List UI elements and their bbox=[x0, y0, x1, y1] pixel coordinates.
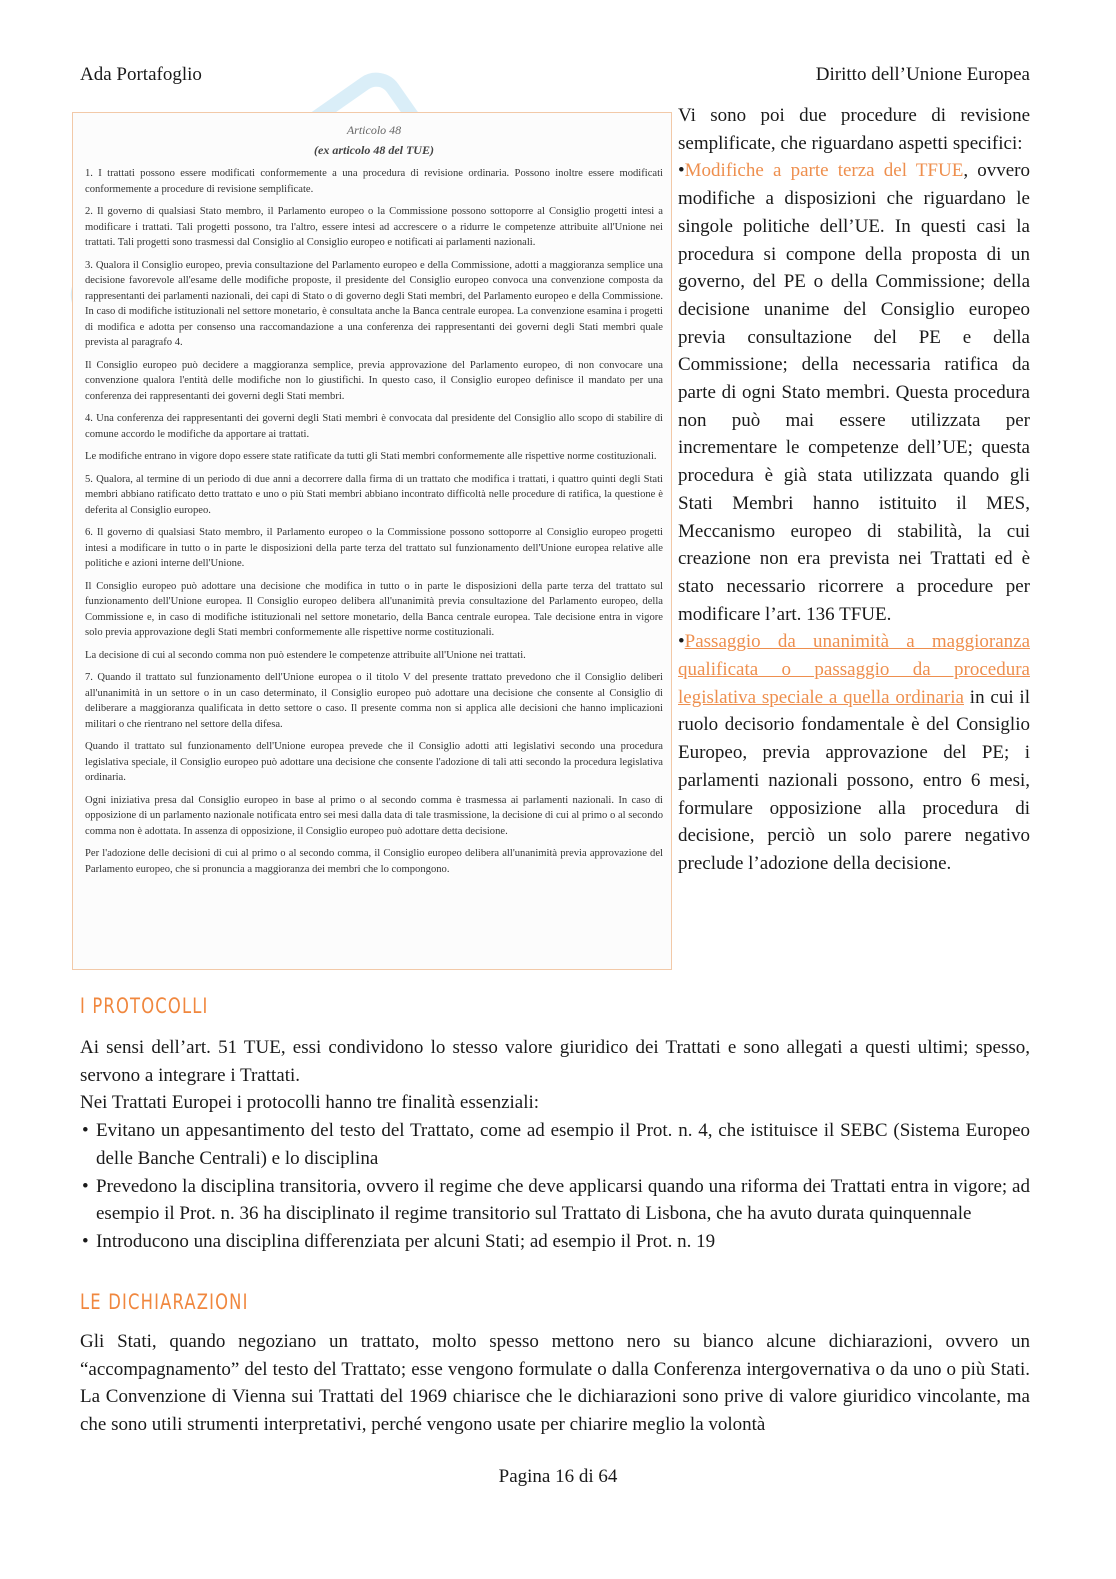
article-paragraph: Quando il trattato sul funzionamento dell'Unione europea prevede che il Consiglio adotti atti legislativi secondo una procedura legislativa speciale, il Consiglio europeo può adottare una decisione che consente l'adozione di tali atti secondo la procedura legislativa ordinaria. bbox=[85, 741, 663, 783]
bullet-icon: • bbox=[678, 160, 685, 182]
protocolli-body bbox=[80, 1034, 1030, 1256]
article-paragraph: 3. Qualora il Consiglio europeo, previa consultazione del Parlamento europeo e della Commissione, adotti a maggioranza semplice una decisione favorevole all'esame delle modifiche proposte, il presidente del Consiglio europeo convoca una convenzione composta da rappresentanti dei parlamenti nazionali, dei capi di Stato o di governo degli Stati membri, del Parlamento europeo e della Commissione. In caso di modifiche istituzionali nel settore monetario, è consultata anche la Banca centrale europea. La convenzione esamina i progetti di modifica e adotta per consenso una raccomandazione a una conferenza dei rappresentanti dei governi degli Stati membri quale prevista al paragrafo 4. bbox=[85, 259, 663, 348]
header-course: Diritto dell’Unione Europea bbox=[815, 64, 1030, 85]
article-paragraph: Per l'adozione delle decisioni di cui al primo o al secondo comma, il Consiglio europeo delibera all'unanimità previa approvazione del Parlamento europeo, che si pronuncia a maggioranza dei membri che lo compongono. bbox=[85, 848, 663, 875]
section-heading-dichiarazioni: LE DICHIARAZIONI bbox=[80, 1290, 249, 1314]
revision-intro: Vi sono poi due procedure di revisione semplificate, che riguardano aspetti specifici: bbox=[678, 105, 1030, 154]
section-heading-protocolli: I PROTOCOLLI bbox=[80, 994, 209, 1018]
article-paragraph: La decisione di cui al secondo comma non può estendere le competenze attribuite all'Unione nei trattati. bbox=[85, 649, 526, 661]
revision-item-1-text: , ovvero modifiche a disposizioni che riguardano le singole politiche dell’UE. In questi casi la procedura si compone della proposta di un governo, del PE o della Commissione; della decisione unanime del Consiglio europeo previa consultazione del PE e della Commissione; della necessaria ratifica da parte di ogni Stato membri. Questa procedura non può mai essere utilizzata per incrementare le competenze dell’UE; questa procedura è già stata utilizzata quando gli Stati Membri hanno istituito il MES, Meccanismo europeo di stabilità, la cui creazione non era prevista nei Trattati ed è stato necessario ricorrere a procedure per modificare l’art. 136 TFUE. bbox=[678, 160, 1031, 625]
article-paragraph: Ogni iniziativa presa dal Consiglio europeo in base al primo o al secondo comma è trasmessa ai parlamenti nazionali. In caso di opposizione di un parlamento nazionale notificata entro sei mesi dalla data di tale trasmissione, la decisione di cui al primo o al secondo comma non è adottata. In assenza di opposizione, il Consiglio europeo può adottare detta decisione. bbox=[85, 794, 663, 837]
list-item: • Evitano un appesantimento del testo del Trattato, come ad esempio il Prot. n. 4, che istituisce il SEBC (Sistema Europeo delle Banche Centrali) e lo disciplina bbox=[96, 1117, 1030, 1172]
revision-item-1-title: Modifiche a parte terza del TFUE bbox=[684, 160, 964, 182]
list-item: • Introducono una disciplina differenziata per alcuni Stati; ad esempio il Prot. n. 19 bbox=[96, 1228, 1030, 1256]
revision-item-2-text: in cui il ruolo decisorio fondamentale è del Consiglio Europeo, previa approvazione del PE; i parlamenti nazionali possono, entro 6 mesi, formulare opposizione alla procedura di decisione, perciò un solo parere negativo preclude l’adozione della decisione. bbox=[678, 686, 1030, 874]
bullet-icon: • bbox=[678, 631, 685, 653]
dichiarazioni-paragraph: Gli Stati, quando negoziano un trattato, molto spesso mettono nero su bianco alcune dichiarazioni, ovvero un “accompagnamento” del testo del Trattato; esse vengono formulate o dalla Conferenza intergovernativa o da uno o più Stati. La Convenzione di Vienna sui Trattati del 1969 chiarisce che le dichiarazioni sono prive di valore giuridico vincolante, ma che sono utili strumenti interpretativi, perché vengono usate per chiarire meglio la volontà bbox=[80, 1331, 1030, 1436]
dichiarazioni-body bbox=[80, 1328, 1030, 1439]
article-paragraph: 1. I trattati possono essere modificati conformemente a una procedura di revisione ordinaria. Possono inoltre essere modificati conformemente a procedure di revisione semplificate. bbox=[85, 168, 663, 195]
article-paragraph: 2. Il governo di qualsiasi Stato membro, il Parlamento europeo o la Commissione possono sottoporre al Consiglio progetti intesi a modificare i trattati. Tali progetti possono, tra l'altro, essere intesi ad accrescere o a ridurre le competenze attribuite all'Unione nei trattati. Tali progetti sono trasmessi dal Consiglio al Consiglio europeo e notificati ai parlamenti nazionali. bbox=[85, 206, 663, 248]
article-paragraph: Le modifiche entrano in vigore dopo essere state ratificate da tutti gli Stati membri conformemente alle rispettive norme costituzionali. bbox=[85, 451, 657, 462]
article-subtitle: (ex articolo 48 del TUE) bbox=[314, 142, 434, 157]
list-item: • Prevedono la disciplina transitoria, ovvero il regime che deve applicarsi quando una riforma dei Trattati entra in vigore; ad esempio il Prot. n. 36 ha disciplinato il regime transitorio sul Trattato di Lisbona, che ha avuto durata quinquennale bbox=[96, 1173, 1030, 1228]
article-paragraph: 7. Quando il trattato sul funzionamento dell'Unione europea o il titolo V del presente trattato prevedono che il Consiglio deliberi all'unanimità in un settore o in un caso determinato, il Consiglio europeo può adottare una decisione che consente al Consiglio di deliberare a maggioranza qualificata in detto settore o caso. Il presente comma non si applica alle decisioni che hanno implicazioni militari o che rientrano nel settore della difesa. bbox=[85, 672, 663, 730]
revision-item-2-title: Passaggio da unanimità a maggioranza qualificata o passaggio da procedura legislativa speciale a quella ordinaria bbox=[678, 631, 1030, 708]
header-author: Ada Portafoglio bbox=[80, 64, 202, 85]
protocolli-paragraph: Nei Trattati Europei i protocolli hanno tre finalità essenziali: bbox=[80, 1092, 540, 1114]
article-title: Articolo 48 bbox=[346, 123, 402, 137]
revision-item-1 bbox=[678, 157, 1030, 628]
article-paragraph: 4. Una conferenza dei rappresentanti dei governi degli Stati membri è convocata dal presidente del Consiglio allo scopo di stabilire di comune accordo le modifiche da apportare ai trattati. bbox=[85, 413, 663, 440]
right-column bbox=[678, 102, 1030, 878]
revision-item-2 bbox=[678, 628, 1030, 877]
article-48-image bbox=[72, 112, 672, 970]
article-paragraph: Il Consiglio europeo può adottare una decisione che modifica in tutto o in parte le disposizioni della parte terza del trattato sul funzionamento dell'Unione europea. Il Consiglio europeo delibera all'unanimità previa consultazione del Parlamento europeo, della Commissione e, in caso di modifiche istituzionali nel settore monetario, della Banca centrale europea. Tale decisione entra in vigore solo previa approvazione degli Stati membri conformemente alle rispettive norme costituzionali. bbox=[85, 580, 663, 638]
article-paragraph: 5. Qualora, al termine di un periodo di due anni a decorrere dalla firma di un trattato che modifica i trattati, i quattro quinti degli Stati membri abbiano ratificato detto trattato e uno o più Stati membri abbiano incontrato difficoltà nelle procedure di ratifica, la questione è deferita al Consiglio europeo. bbox=[85, 473, 663, 516]
article-paragraph: Il Consiglio europeo può decidere a maggioranza semplice, previa approvazione del Parlamento europeo, di non convocare una convenzione qualora l'entità delle modifiche non lo giustifichi. In questo caso, il Consiglio europeo definisce il mandato per una conferenza dei rappresentanti dei governi degli Stati membri. bbox=[85, 359, 663, 402]
article-paragraph: 6. Il governo di qualsiasi Stato membro, il Parlamento europeo o la Commissione possono sottoporre al Consiglio europeo progetti intesi a modificare in tutto o in parte le disposizioni della parte terza del trattato sul funzionamento dell'Unione europea relative alle politiche e azioni interne dell'Unione. bbox=[85, 527, 663, 569]
protocolli-list bbox=[80, 1117, 1030, 1256]
page-number: Pagina 16 di 64 bbox=[498, 1466, 618, 1487]
protocolli-paragraph: Ai sensi dell’art. 51 TUE, essi condividono lo stesso valore giuridico dei Trattati e sono allegati a questi ultimi; spesso, servono a integrare i Trattati. bbox=[80, 1037, 1030, 1086]
